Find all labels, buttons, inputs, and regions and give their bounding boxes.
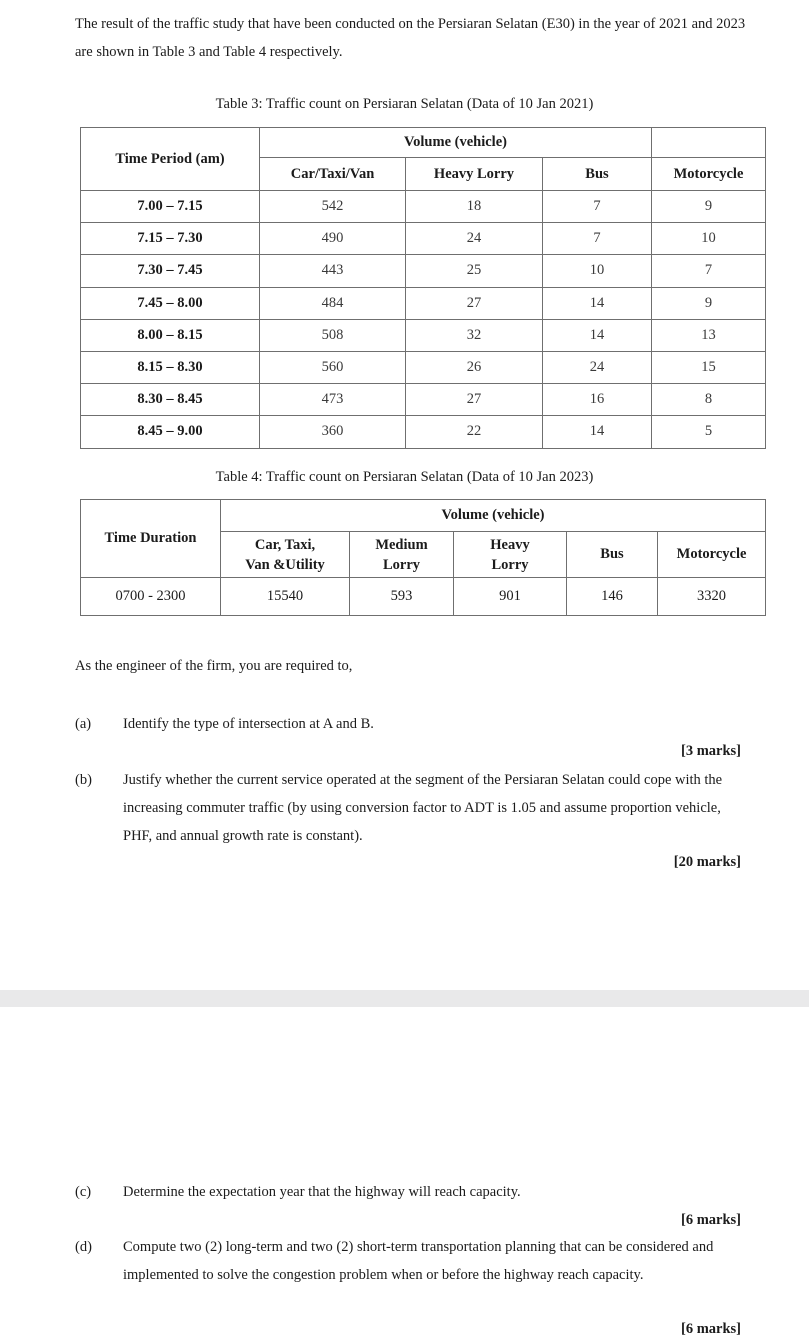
value-cell: 10 [652,223,766,255]
value-cell: 9 [652,287,766,319]
question-c-label: (c) [75,1184,92,1200]
col-header-line: Heavy [490,536,530,553]
question-a-text: Identify the type of intersection at A and B. [123,716,374,732]
col-header-line: Car, Taxi, [254,536,316,553]
time-period-cell: 8.15 – 8.30 [81,351,260,383]
value-cell: 16 [543,384,652,416]
value-cell: 901 [454,578,567,616]
value-cell: 26 [406,351,543,383]
time-period-cell: 8.00 – 8.15 [81,319,260,351]
value-cell: 443 [260,255,406,287]
table4-time-header: Time Duration [81,500,221,578]
table4-col-header [221,532,350,578]
table-row [81,578,766,616]
question-d-label: (d) [75,1239,92,1255]
value-cell: 7 [652,255,766,287]
table3-caption: Table 3: Traffic count on Persiaran Selatan (Data of 10 Jan 2021) [215,96,594,112]
time-period-cell: 8.45 – 9.00 [81,416,260,448]
instruction-text: As the engineer of the firm, you are required to, [75,658,353,674]
value-cell: 24 [406,223,543,255]
value-cell: 484 [260,287,406,319]
col-header-line: Medium [375,536,428,553]
value-cell: 15540 [221,578,350,616]
table4 [80,499,766,616]
question-b-text: Justify whether the current service operated at the segment of the Persiaran Selatan could cope with the increasing commuter traffic (by using conversion factor to ADT is 1.05 and assume proportion vehicle, PHF, and annual growth rate is constant). [123,772,723,844]
value-cell: 7 [543,191,652,223]
col-header-line: Van &Utility [245,556,325,573]
question-c-marks: [6 marks] [680,1212,741,1228]
table3-time-header: Time Period (am) [81,128,260,191]
table-row [81,416,766,448]
table3-col-header: Car/Taxi/Van [260,158,406,191]
value-cell: 14 [543,287,652,319]
value-cell: 25 [406,255,543,287]
table-row [81,223,766,255]
table-row [81,384,766,416]
time-period-cell: 7.00 – 7.15 [81,191,260,223]
value-cell: 32 [406,319,543,351]
table4-col-header: Motorcycle [658,532,766,578]
question-d-text: Compute two (2) long-term and two (2) short-term transportation planning that can be considered and implemented to solve the congestion problem when or before the highway reach capacity. [123,1239,714,1283]
table3-blank-header [652,128,766,158]
value-cell: 542 [260,191,406,223]
value-cell: 14 [543,416,652,448]
table4-col-header: Bus [567,532,658,578]
value-cell: 146 [567,578,658,616]
value-cell: 490 [260,223,406,255]
table3 [80,127,766,449]
table-row [81,191,766,223]
table4-volume-header: Volume (vehicle) [221,500,766,532]
time-period-cell: 8.30 – 8.45 [81,384,260,416]
question-a-marks: [3 marks] [680,743,741,759]
value-cell: 508 [260,319,406,351]
time-period-cell: 7.45 – 8.00 [81,287,260,319]
value-cell: 3320 [658,578,766,616]
value-cell: 593 [350,578,454,616]
intro-paragraph: The result of the traffic study that have been conducted on the Persiaran Selatan (E30) in the year of 2021 and 2023 are shown in Table 3 and Table 4 respectively. [75,16,746,60]
question-a-label: (a) [75,716,92,732]
value-cell: 27 [406,384,543,416]
value-cell: 15 [652,351,766,383]
value-cell: 5 [652,416,766,448]
table-row [81,255,766,287]
time-duration-cell: 0700 - 2300 [81,578,221,616]
value-cell: 22 [406,416,543,448]
table3-col-header: Motorcycle [652,158,766,191]
time-period-cell: 7.30 – 7.45 [81,255,260,287]
question-b-marks: [20 marks] [673,854,741,870]
table3-volume-header: Volume (vehicle) [260,128,652,158]
table-row [81,351,766,383]
value-cell: 18 [406,191,543,223]
question-d-marks: [6 marks] [680,1321,741,1337]
question-b-label: (b) [75,772,92,788]
col-header-line: Lorry [491,556,529,573]
table-row [81,287,766,319]
value-cell: 8 [652,384,766,416]
value-cell: 14 [543,319,652,351]
table3-col-header: Bus [543,158,652,191]
value-cell: 24 [543,351,652,383]
value-cell: 9 [652,191,766,223]
value-cell: 7 [543,223,652,255]
value-cell: 560 [260,351,406,383]
col-header-line: Lorry [382,556,421,573]
table4-caption: Table 4: Traffic count on Persiaran Selatan (Data of 10 Jan 2023) [215,469,594,485]
table4-col-header [454,532,567,578]
value-cell: 27 [406,287,543,319]
value-cell: 360 [260,416,406,448]
value-cell: 473 [260,384,406,416]
table3-col-header: Heavy Lorry [406,158,543,191]
value-cell: 13 [652,319,766,351]
time-period-cell: 7.15 – 7.30 [81,223,260,255]
table-row [81,319,766,351]
value-cell: 10 [543,255,652,287]
page-2 [0,1007,809,1341]
question-c-text: Determine the expectation year that the highway will reach capacity. [123,1184,521,1200]
table4-col-header [350,532,454,578]
